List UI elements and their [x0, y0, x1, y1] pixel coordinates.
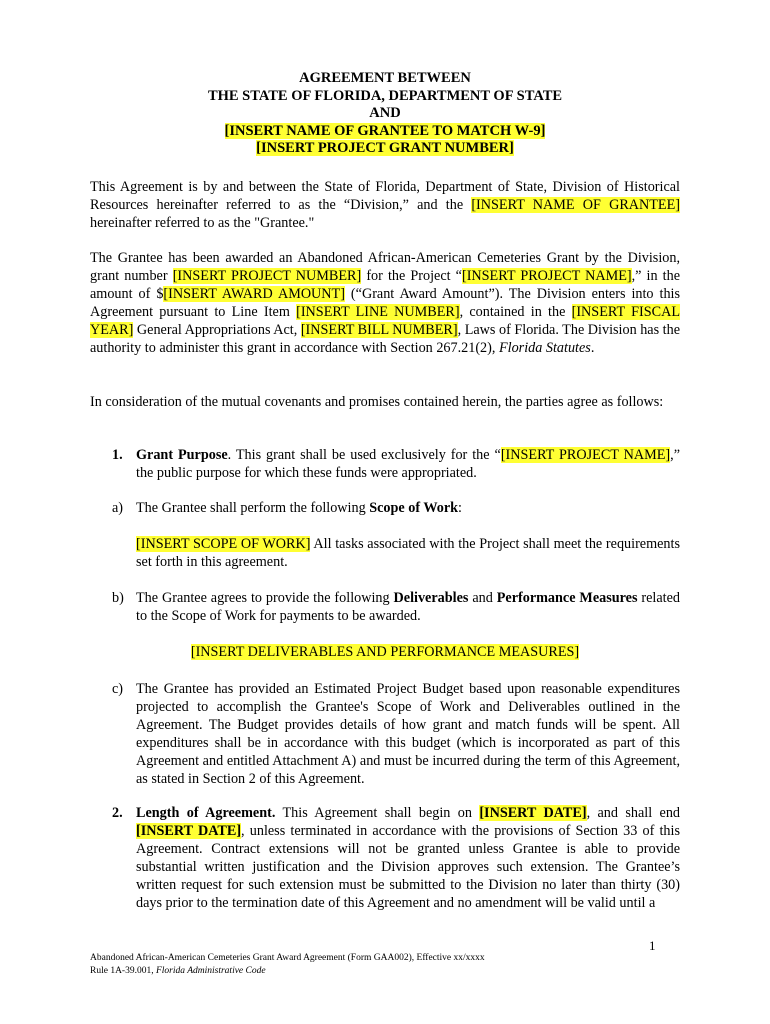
subsection-a-colon: :: [458, 500, 462, 516]
footer-rule-text: Rule 1A-39.001,: [90, 966, 156, 976]
subsection-c-label: c): [112, 681, 124, 697]
section-2-text-mid: , and shall end: [586, 805, 681, 821]
subsection-c-budget: [112, 680, 680, 788]
scope-of-work-paragraph: [136, 535, 680, 571]
end-date-placeholder: [INSERT DATE]: [136, 823, 242, 839]
section-1-text-end: ,” the public purpose for which these funds were appropriated.: [136, 447, 680, 481]
footer-rule-line: [90, 965, 485, 978]
subsection-b-label: b): [112, 590, 124, 606]
section-1-label: 1.: [112, 447, 123, 463]
line-number-placeholder: [INSERT LINE NUMBER]: [296, 304, 460, 320]
section-1-text: . This grant shall be used exclusively for the “: [227, 447, 501, 463]
award-text-4: (“Grant Award Amount”). The Division enters into this Agreement pursuant to Line Item: [90, 286, 680, 320]
section-2-heading: Length of Agreement.: [136, 805, 276, 821]
award-amount-placeholder: [INSERT AWARD AMOUNT]: [163, 286, 345, 302]
subsection-c-text: The Grantee has provided an Estimated Project Budget based upon reasonable expenditures projected to accomplish the Grantee's Scope of Work and Deliverables outlined in the Agreement. The Budget provides details of how grant and match funds will be spent. All expenditures shall be in accordance with this budget (which is incorporated as part of this Agreement and entitled Attachment A) and must be incurred during the term of this Agreement, as stated in Section 2 of this Agreement.: [136, 681, 680, 787]
award-text-8: .: [590, 340, 595, 356]
title-line-1: AGREEMENT BETWEEN: [299, 70, 471, 86]
intro-text: This Agreement is by and between the State of Florida, Department of State, Division of Historical Resources hereinafter referred to as the “Division,” and the: [90, 179, 680, 213]
award-text-1: The Grantee has been awarded an Abandoned African-American Cemeteries Grant by the Division, grant number: [90, 250, 680, 284]
section-2-text: This Agreement shall begin on: [275, 805, 480, 821]
award-text-3: ,” in the amount of $: [90, 268, 680, 302]
scope-of-work-text: All tasks associated with the Project shall meet the requirements set forth in this agreement.: [136, 536, 680, 570]
project-name-placeholder: [INSERT PROJECT NAME]: [461, 268, 632, 284]
footer-form-line: Abandoned African-American Cemeteries Grant Award Agreement (Form GAA002), Effective xx/xxxx: [90, 953, 485, 963]
subsection-b-deliverables: [112, 589, 680, 625]
grantee-name-placeholder: [INSERT NAME OF GRANTEE]: [471, 197, 680, 213]
intro-text-end: hereinafter referred to as the "Grantee.": [90, 215, 315, 231]
subsection-b-and: and: [468, 590, 497, 606]
subsection-a-label: a): [112, 500, 124, 516]
section-2-label: 2.: [112, 805, 123, 821]
section-2-length-of-agreement: [112, 804, 680, 912]
section-1-project-name-placeholder: [INSERT PROJECT NAME]: [500, 447, 671, 463]
award-text-5: , contained in the: [459, 304, 572, 320]
deliverables-line: [0, 643, 770, 661]
section-2-text-end: , unless terminated in accordance with the provisions of Section 33 of this Agreement. Contract extensions will not be granted unless Grantee is able to provide substantial written justification and the Division approves such extension. The Grantee’s written request for such extension must be submitted to the Division no later than thirty (30) days prior to the termination date of this Agreement and no amendment will be valid until a: [136, 823, 680, 911]
title-grant-number-placeholder: [INSERT PROJECT GRANT NUMBER]: [256, 140, 514, 156]
consideration-paragraph: In consideration of the mutual covenants and promises contained herein, the parties agree as follows:: [90, 394, 664, 410]
title-line-2: THE STATE OF FLORIDA, DEPARTMENT OF STATE: [207, 87, 563, 104]
award-text-2: for the Project “: [361, 268, 462, 284]
section-1-grant-purpose: [112, 446, 680, 482]
intro-paragraph: [90, 178, 680, 232]
subsection-a-text: The Grantee shall perform the following: [136, 500, 370, 516]
deliverables-heading: Deliverables: [393, 590, 469, 606]
page-footer: [90, 952, 485, 978]
scope-of-work-placeholder: [INSERT SCOPE OF WORK]: [136, 536, 311, 552]
start-date-placeholder: [INSERT DATE]: [479, 805, 587, 821]
award-paragraph: [90, 249, 680, 357]
agreement-title: [0, 70, 770, 158]
florida-statutes-italic: Florida Statutes: [498, 340, 591, 356]
performance-measures-heading: Performance Measures: [496, 590, 638, 606]
deliverables-placeholder: [INSERT DELIVERABLES AND PERFORMANCE MEASURES]: [190, 644, 580, 660]
footer-code-italic: Florida Administrative Code: [155, 966, 266, 976]
page-number: 1: [649, 938, 656, 953]
project-number-placeholder: [INSERT PROJECT NUMBER]: [172, 268, 362, 284]
title-grantee-placeholder: [INSERT NAME OF GRANTEE TO MATCH W-9]: [224, 122, 546, 139]
bill-number-placeholder: [INSERT BILL NUMBER]: [300, 322, 458, 338]
subsection-a-scope: [112, 499, 680, 517]
award-text-6: General Appropriations Act,: [133, 322, 301, 338]
fiscal-year-placeholder: [INSERT FISCAL YEAR]: [90, 304, 680, 338]
title-line-3: AND: [369, 105, 401, 121]
section-1-heading: Grant Purpose: [136, 447, 228, 463]
award-text-7: , Laws of Florida. The Division has the authority to administer this grant in accordance with Section 267.21(2),: [90, 322, 681, 356]
subsection-b-text: The Grantee agrees to provide the following: [136, 590, 394, 606]
scope-of-work-heading: Scope of Work: [369, 500, 459, 516]
subsection-b-text-end: related to the Scope of Work for payments to be awarded.: [136, 590, 681, 624]
